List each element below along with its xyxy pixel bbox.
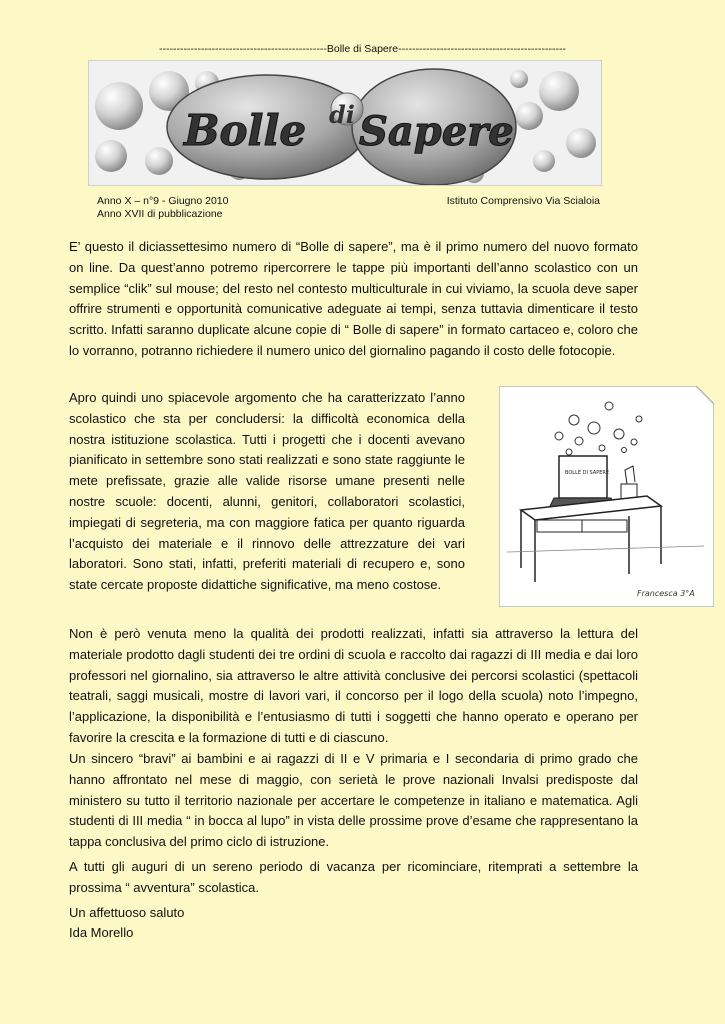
paragraph-quality: Non è però venuta meno la qualità dei prodotti realizzati, infatti sia attraverso la lettura del materiale prodotto dagli studenti dei tre ordini di scuola e raccolto dai ragazzi di III media e dai loro professori nel giornalino, sia attraverso le altre attività conclusive dei percorsi scolastici (spettacoli teatrali, saggi musicali, mostre di lavori vari, il concorso per il logo della scuola) noto l’impegno, l’applicazione, la disponibilità e l’entusiasmo di tutti i soggetti che hanno operato e operano per favorire la crescita e la formazione di tutti e di ciascuno. [69,626,638,745]
logo-word-sapere: Sapere [359,108,514,155]
masthead-banner [88,60,602,186]
artist-signature: Francesca 3°A [637,589,695,598]
logo-word-di: di [329,100,355,129]
closing-greeting: Un affettuoso saluto [69,905,185,920]
paragraph-intro: E’ questo il diciassettesimo numero di “Bolle di sapere”, ma è il primo numero del nuovo formato on line. Da quest’anno potremo ripercorrere le tappe più importanti dell’anno scolastico con un semplice “clik” sul mouse; del resto nel contesto multiculturale in cui viviamo, la scuola deve saper offrire strumenti e opportunità comunicative adeguate ai tempi, senza tuttavia dimenticare il testo scritto. Infatti saranno duplicate alcune copie di “ Bolle di sapere” in formato cartaceo e, coloro che lo vorranno, potranno richiedere il numero unico del giornalino pagando il costo delle fotocopie. [69,239,638,358]
desk-computer-drawing [499,386,714,607]
header-line: ------------------------------------------------Bolle di Sapere------------------------------------------------ [159,43,566,55]
bubbles-logo [89,61,601,185]
signature-name: Ida Morello [69,925,134,940]
issue-number: Anno X – n°9 - Giugno 2010 [97,195,229,207]
paragraph-wishes: A tutti gli auguri di un sereno periodo di vacanza per ricominciare, ritemprati a settembre la prossima “ avventura” scolastica. [69,859,638,895]
screen-text: BOLLE DI SAPERE [565,470,610,476]
issue-info [97,195,228,221]
logo-word-bolle: Bolle [184,106,307,155]
publication-year: Anno XVII di pubblicazione [97,208,223,220]
paragraph-difficulties: Apro quindi uno spiacevole argomento che ha caratterizzato l’anno scolastico che sta per concludersi: la difficoltà economica della nostra istituzione scolastica. Tutti i progetti che i docenti avevano pianificato in settembre sono stati realizzati e sono state raggiunte le mete prefissate, grazie alle valide risorse umane presenti nelle nostre scuole: docenti, alunni, genitori, collaboratori scolastici, impiegati di segreteria, ma con maggiore fatica per quanto riguarda l’acquisto dei materiale e il rinnovo delle attrezzature dei vari laboratori. Sono stati, infatti, preferiti materiali di recupero e, sono state cercate proposte didattiche significative, ma meno costose. [69,390,465,593]
school-name: Istituto Comprensivo Via Scialoia [446,195,600,207]
paragraph-invalsi: Un sincero “bravi” ai bambini e ai ragazzi di II e V primaria e I secondaria di primo grado che hanno affrontato nel mese di maggio, con serietà le prove nazionali Invalsi predisposte dal ministero su tutto il territorio nazionale per accertare le competenze in italiano e matematica. Agli studenti di III media “ in bocca al lupo” in vista delle prossime prove d’esame che rappresentano la tappa conclusiva del primo ciclo di istruzione. [69,751,638,850]
